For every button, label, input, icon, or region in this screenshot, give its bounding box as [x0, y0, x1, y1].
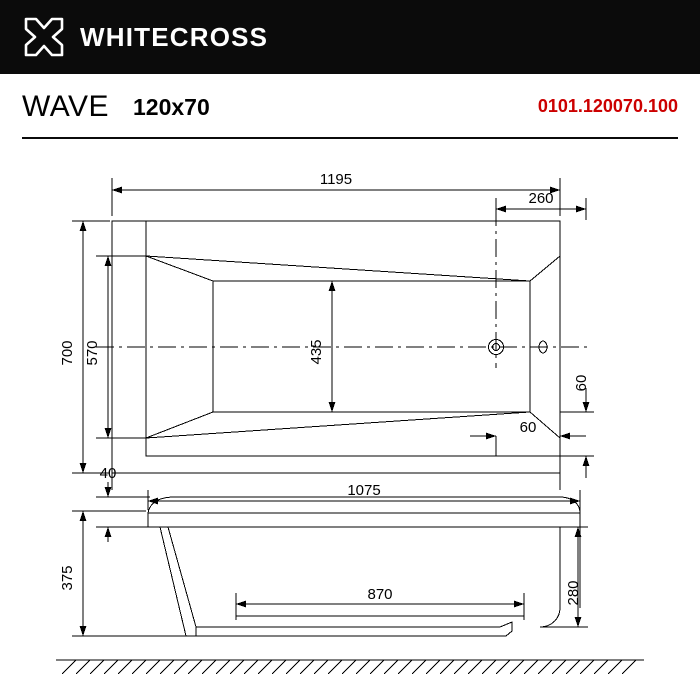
brand-header — [0, 0, 700, 74]
dim-foot-height: 280 — [565, 580, 582, 606]
bathtub-side-view — [56, 482, 644, 674]
dim-edge-bottom: 60 — [519, 419, 537, 436]
dim-rim-length: 1075 — [347, 482, 381, 499]
title-row — [0, 74, 700, 138]
technical-drawing — [0, 138, 700, 700]
dim-edge-right: 60 — [573, 374, 590, 392]
brand-name: WHITECROSS — [80, 21, 269, 52]
whitecross-x-logo-icon — [22, 15, 66, 59]
dim-overall-width: 700 — [59, 340, 76, 366]
dim-inner-bottom-width: 435 — [308, 339, 325, 365]
dim-inner-width: 570 — [84, 340, 101, 366]
model-name: WAVE — [22, 90, 110, 123]
dim-drain-offset: 260 — [528, 190, 554, 207]
dim-rim-thickness: 40 — [99, 465, 117, 482]
dim-overall-length: 1195 — [319, 171, 353, 188]
model-code: 0101.120070.100 — [537, 96, 678, 116]
model-size: 120x70 — [133, 94, 210, 120]
dim-total-height: 375 — [59, 565, 76, 591]
hatched-floor-line — [56, 660, 644, 674]
bathtub-top-view — [72, 178, 594, 490]
dim-bottom-length: 870 — [367, 586, 393, 603]
